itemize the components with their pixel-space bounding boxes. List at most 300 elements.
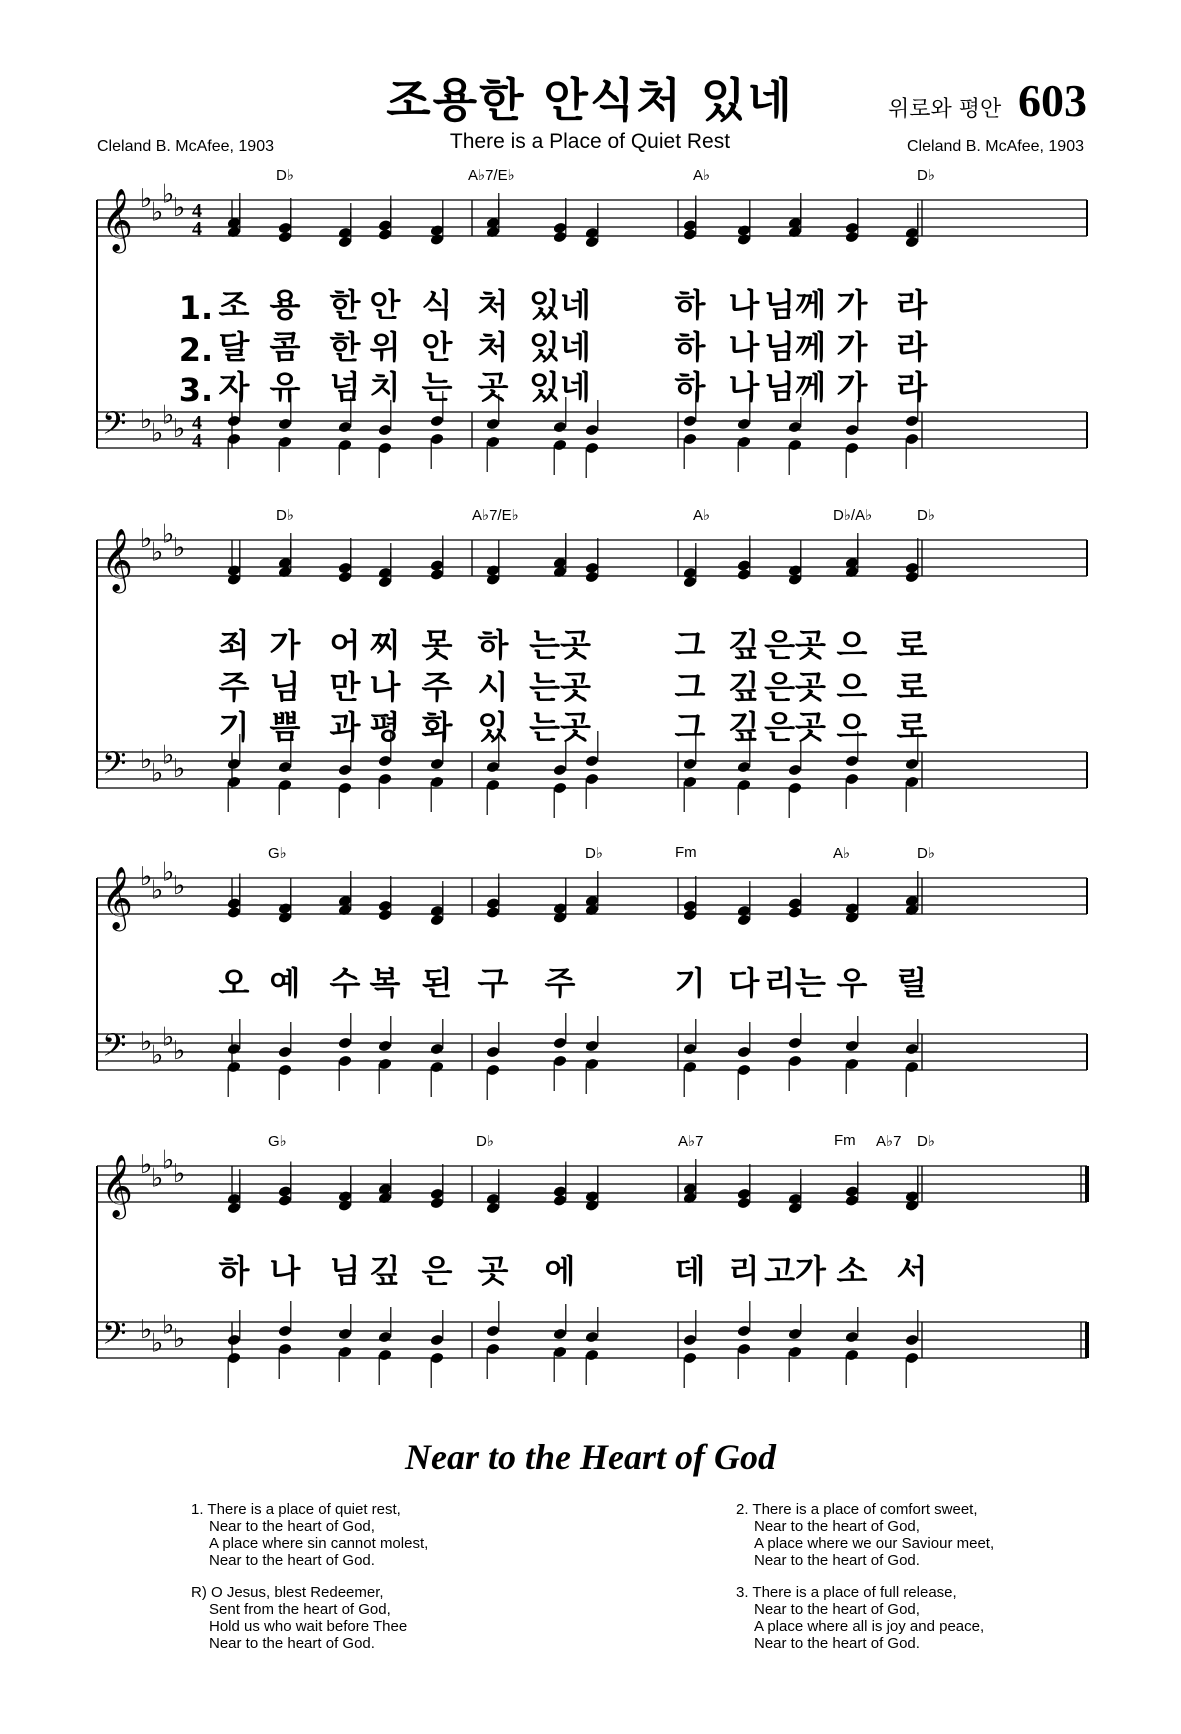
note-head (378, 1331, 393, 1344)
lyric-syllable: 있네 (529, 328, 591, 366)
note-head (278, 779, 293, 792)
treble-staff (97, 520, 1087, 595)
chord-symbol: A♭7/E♭ (468, 167, 515, 184)
bass-clef-icon: 𝄢 (102, 745, 127, 789)
note-head (378, 424, 393, 437)
note-head (788, 1346, 803, 1359)
note-head (338, 764, 353, 777)
note-head (430, 1334, 445, 1347)
key-flat-icon: ♭ (151, 418, 164, 449)
note-head (845, 442, 860, 455)
note-head (338, 236, 353, 249)
english-line: Hold us who wait before Thee (209, 1618, 408, 1635)
key-flat-icon: ♭ (151, 537, 164, 568)
hymn-number: 603 (1018, 75, 1087, 126)
lyric-syllable: 라 (896, 286, 928, 324)
note-head (338, 782, 353, 795)
key-flat-icon: ♭ (162, 857, 175, 888)
note-head (737, 914, 752, 927)
key-flat-icon: ♭ (140, 184, 153, 214)
lyric-syllable: 로 (896, 708, 928, 746)
english-verse-1 (191, 1501, 428, 1569)
note-head (227, 433, 242, 446)
key-flat-icon: ♭ (173, 1036, 186, 1066)
lyric-syllable: 서 (896, 1252, 928, 1290)
note-head (683, 1061, 698, 1074)
lyric-syllable: 우 (836, 964, 868, 1002)
english-line: 2. There is a place of comfort sweet, (736, 1501, 978, 1518)
note-head (683, 1352, 698, 1365)
key-flat-icon: ♭ (162, 1022, 175, 1053)
note-head (905, 415, 920, 428)
hymn-title-english: There is a Place of Quiet Rest (449, 130, 731, 153)
lyric-syllable: 으 (836, 668, 868, 706)
note-head (737, 779, 752, 792)
english-refrain (191, 1584, 407, 1652)
note-head (845, 424, 860, 437)
note-head (788, 439, 803, 452)
lyric-syllable: 그 (674, 668, 706, 706)
note-head (486, 1064, 501, 1077)
lyric-syllable: 은 (421, 1252, 453, 1290)
lyric-syllable: 기 (674, 964, 706, 1002)
note-head (278, 231, 293, 244)
lyric-syllable: 기 (218, 708, 250, 746)
bass-staff (97, 1013, 1087, 1100)
note-head (585, 1058, 600, 1071)
note-head (845, 1058, 860, 1071)
note-head (585, 442, 600, 455)
lyric-syllable: 에 (544, 1252, 576, 1290)
note-head (845, 1194, 860, 1207)
lyric-syllable: 주 (421, 668, 453, 706)
chord-symbol: D♭ (276, 507, 294, 524)
lyric-syllable: 하 (674, 286, 706, 324)
note-head (737, 1343, 752, 1356)
note-head (278, 418, 293, 431)
lyric-syllable: 있 (477, 708, 509, 746)
note-head (788, 1328, 803, 1341)
chord-symbol: G♭ (268, 1133, 287, 1150)
note-head (486, 1046, 501, 1059)
key-flat-icon: ♭ (151, 1040, 164, 1071)
note-head (845, 1040, 860, 1053)
lyric-syllable: 안 (421, 328, 453, 366)
note-head (737, 1064, 752, 1077)
lyric-syllable: 는곳 (529, 668, 591, 706)
key-flat-icon: ♭ (173, 871, 186, 901)
key-flat-icon: ♭ (151, 758, 164, 789)
note-head (430, 1352, 445, 1365)
key-flat-icon: ♭ (162, 1145, 175, 1176)
lyric-syllable: 찌 (369, 626, 401, 664)
note-head (227, 1334, 242, 1347)
chord-symbol: D♭ (917, 845, 935, 862)
note-head (227, 1202, 242, 1215)
composer-credit: Cleland B. McAfee, 1903 (907, 138, 1084, 155)
note-head (905, 1334, 920, 1347)
lyric-syllable: 죄 (218, 626, 250, 664)
note-head (430, 415, 445, 428)
english-verse-2 (736, 1501, 994, 1569)
key-flat-icon: ♭ (162, 740, 175, 771)
english-line: A place where we our Saviour meet, (754, 1535, 995, 1552)
key-flat-icon: ♭ (162, 179, 175, 210)
lyric-syllable: 하 (477, 626, 509, 664)
key-flat-icon: ♭ (140, 405, 153, 435)
lyric-syllable: 자 (218, 368, 250, 406)
note-head (788, 1055, 803, 1068)
lyric-syllable: 님께 (764, 368, 826, 406)
lyric-syllable: 평 (369, 708, 401, 746)
key-flat-icon: ♭ (173, 414, 186, 444)
chord-symbol: A♭ (833, 845, 851, 862)
bass-clef-icon: 𝄢 (102, 1027, 127, 1071)
note-head (553, 1346, 568, 1359)
note-head (430, 233, 445, 246)
time-signature-icon: 4 (192, 430, 202, 452)
lyric-syllable: 처 (477, 286, 509, 324)
lyric-syllable: 주 (218, 668, 250, 706)
lyric-syllable: 나 (369, 668, 401, 706)
note-head (338, 439, 353, 452)
note-head (845, 755, 860, 768)
english-line: Sent from the heart of God, (209, 1601, 391, 1618)
note-head (378, 1058, 393, 1071)
verse-number: 1. (178, 289, 214, 327)
note-head (788, 573, 803, 586)
treble-clef-icon: 𝄞 (101, 866, 133, 929)
english-line: 3. There is a place of full release, (736, 1584, 957, 1601)
note-head (338, 571, 353, 584)
note-head (278, 1194, 293, 1207)
chord-symbol: D♭/A♭ (833, 507, 873, 524)
note-head (486, 779, 501, 792)
note-head (683, 1043, 698, 1056)
note-head (585, 571, 600, 584)
note-head (378, 773, 393, 786)
lyric-syllable: 하 (218, 1252, 250, 1290)
note-head (683, 228, 698, 241)
note-head (683, 758, 698, 771)
lyric-syllable: 콤 (269, 328, 301, 366)
note-head (553, 782, 568, 795)
lyric-syllable: 깊 (728, 668, 760, 706)
note-head (788, 764, 803, 777)
note-head (585, 1331, 600, 1344)
note-head (788, 1037, 803, 1050)
note-head (788, 782, 803, 795)
note-head (905, 236, 920, 249)
english-line: Near to the heart of God. (209, 1552, 375, 1569)
key-flat-icon: ♭ (173, 193, 186, 223)
note-head (278, 436, 293, 449)
bass-clef-icon: 𝄢 (102, 405, 127, 449)
lyric-syllable: 시 (477, 668, 509, 706)
chord-symbol: D♭ (917, 1133, 935, 1150)
lyric-syllable: 가 (269, 626, 301, 664)
lyric-syllable: 님께 (764, 328, 826, 366)
lyric-syllable: 고가 (764, 1252, 826, 1290)
lyric-syllable: 는곳 (529, 626, 591, 664)
note-head (788, 421, 803, 434)
note-head (905, 1199, 920, 1212)
note-head (737, 1197, 752, 1210)
note-head (585, 1040, 600, 1053)
note-head (227, 573, 242, 586)
note-head (378, 755, 393, 768)
lyric-syllable: 은곳 (764, 626, 826, 664)
lyric-syllable: 릴 (896, 964, 928, 1002)
chord-symbol: A♭7/E♭ (472, 507, 519, 524)
english-line: Near to the heart of God, (754, 1518, 920, 1535)
note-head (553, 1194, 568, 1207)
treble-clef-icon: 𝄞 (101, 1154, 133, 1217)
lyric-syllable: 주 (544, 964, 576, 1002)
lyric-syllable: 된 (421, 964, 453, 1002)
note-head (486, 573, 501, 586)
lyric-syllable: 님 (329, 1252, 361, 1290)
lyric-syllable: 라 (896, 368, 928, 406)
lyric-syllable: 화 (421, 708, 453, 746)
english-line: Near to the heart of God. (209, 1635, 375, 1652)
note-head (227, 1352, 242, 1365)
lyric-syllable: 오 (218, 964, 250, 1002)
lyric-syllable: 님 (269, 668, 301, 706)
note-head (378, 1349, 393, 1362)
note-head (905, 1043, 920, 1056)
english-line: A place where all is joy and peace, (754, 1618, 985, 1635)
note-head (683, 415, 698, 428)
hymn-category: 위로와 평안 (888, 97, 1002, 122)
key-flat-icon: ♭ (140, 524, 153, 554)
note-head (585, 1199, 600, 1212)
verse-number: 3. (178, 371, 214, 409)
note-head (486, 1325, 501, 1338)
english-line: Near to the heart of God. (754, 1635, 920, 1652)
key-flat-icon: ♭ (140, 1315, 153, 1345)
key-flat-icon: ♭ (151, 1163, 164, 1194)
note-head (737, 1046, 752, 1059)
treble-clef-icon: 𝄞 (101, 188, 133, 251)
note-head (553, 421, 568, 434)
treble-staff (97, 858, 1087, 933)
chord-symbol: D♭ (585, 845, 603, 862)
note-head (845, 1349, 860, 1362)
lyric-syllable: 안 (369, 286, 401, 324)
note-head (338, 1199, 353, 1212)
key-flat-icon: ♭ (162, 1310, 175, 1341)
lyric-syllable: 한 (329, 328, 361, 366)
treble-staff (97, 1146, 1087, 1221)
treble-clef-icon: 𝄞 (101, 528, 133, 591)
note-head (486, 418, 501, 431)
note-head (278, 1325, 293, 1338)
lyric-syllable: 다 (728, 964, 760, 1002)
chord-symbol: A♭7 (678, 1133, 704, 1150)
key-flat-icon: ♭ (151, 197, 164, 228)
note-head (905, 1352, 920, 1365)
time-signature-icon: 4 (192, 200, 202, 222)
lyric-syllable: 가 (836, 286, 868, 324)
lyric-syllable: 로 (896, 626, 928, 664)
chord-symbol: D♭ (917, 507, 935, 524)
lyric-syllable: 라 (896, 328, 928, 366)
note-head (227, 906, 242, 919)
note-head (338, 421, 353, 434)
lyric-syllable: 은곳 (764, 668, 826, 706)
note-head (227, 758, 242, 771)
note-head (278, 1064, 293, 1077)
note-head (430, 758, 445, 771)
english-line: Near to the heart of God. (754, 1552, 920, 1569)
note-head (737, 568, 752, 581)
english-verse-3 (736, 1584, 984, 1652)
note-head (486, 1202, 501, 1215)
note-head (430, 776, 445, 789)
english-title: Near to the Heart of God (405, 1437, 776, 1477)
english-line: Near to the heart of God, (754, 1601, 920, 1618)
chord-symbol: D♭ (917, 167, 935, 184)
key-flat-icon: ♭ (151, 875, 164, 906)
lyric-syllable: 곳 (477, 1252, 509, 1290)
chord-symbol: A♭ (693, 167, 711, 184)
lyric-syllable: 구 (477, 964, 509, 1002)
note-head (553, 1055, 568, 1068)
note-head (737, 761, 752, 774)
time-signature-icon: 4 (192, 218, 202, 240)
bass-clef-icon: 𝄢 (102, 1315, 127, 1359)
chord-symbol: D♭ (276, 167, 294, 184)
lyric-syllable: 소 (836, 1252, 868, 1290)
lyric-syllable: 깊 (728, 708, 760, 746)
time-signature-icon: 4 (192, 412, 202, 434)
lyric-syllable: 나 (728, 368, 760, 406)
chord-symbol: Fm (834, 1132, 856, 1149)
note-head (278, 761, 293, 774)
note-head (338, 1037, 353, 1050)
note-head (683, 1334, 698, 1347)
chord-symbol: Fm (675, 844, 697, 861)
note-head (788, 1202, 803, 1215)
lyric-syllable: 어 (329, 626, 361, 664)
note-head (845, 1331, 860, 1344)
note-head (338, 1346, 353, 1359)
note-head (905, 758, 920, 771)
note-head (585, 773, 600, 786)
lyric-syllable: 복 (369, 964, 401, 1002)
lyric-syllable: 님께 (764, 286, 826, 324)
lyric-syllable: 용 (269, 286, 301, 324)
note-head (737, 1325, 752, 1338)
note-head (845, 773, 860, 786)
note-head (553, 439, 568, 452)
note-head (430, 914, 445, 927)
key-flat-icon: ♭ (140, 862, 153, 892)
note-head (845, 911, 860, 924)
lyric-syllable: 있네 (529, 286, 591, 324)
note-head (553, 1037, 568, 1050)
key-flat-icon: ♭ (140, 1027, 153, 1057)
chord-symbol: A♭ (693, 507, 711, 524)
lyric-syllable: 깊 (369, 1252, 401, 1290)
lyric-syllable: 리 (728, 1252, 760, 1290)
key-flat-icon: ♭ (173, 1324, 186, 1354)
english-line: 1. There is a place of quiet rest, (191, 1501, 401, 1518)
key-flat-icon: ♭ (173, 754, 186, 784)
note-head (430, 568, 445, 581)
note-head (737, 233, 752, 246)
lyric-syllable: 가 (836, 368, 868, 406)
chord-symbol: G♭ (268, 845, 287, 862)
note-head (788, 906, 803, 919)
note-head (737, 436, 752, 449)
note-head (430, 1197, 445, 1210)
lyric-syllable: 한 (329, 286, 361, 324)
lyric-syllable: 깊 (728, 626, 760, 664)
note-head (486, 906, 501, 919)
treble-staff (97, 180, 1087, 255)
note-head (378, 576, 393, 589)
note-head (486, 436, 501, 449)
note-head (378, 1040, 393, 1053)
lyric-syllable: 달 (218, 328, 250, 366)
note-head (553, 1328, 568, 1341)
lyric-syllable: 있네 (529, 368, 591, 406)
bass-staff (97, 1301, 1087, 1388)
note-head (278, 1046, 293, 1059)
english-line: Near to the heart of God, (209, 1518, 375, 1535)
lyric-syllable: 예 (269, 964, 301, 1002)
lyric-syllable: 그 (674, 626, 706, 664)
lyric-syllable: 조 (218, 286, 250, 324)
key-flat-icon: ♭ (162, 400, 175, 431)
note-head (683, 576, 698, 589)
lyric-syllable: 처 (477, 328, 509, 366)
note-head (278, 911, 293, 924)
lyric-syllable: 위 (369, 328, 401, 366)
note-head (430, 433, 445, 446)
lyric-syllable: 은곳 (764, 708, 826, 746)
lyric-syllable: 는 (421, 368, 453, 406)
lyric-syllable: 과 (329, 708, 361, 746)
note-head (585, 236, 600, 249)
lyric-syllable: 만 (329, 668, 361, 706)
note-head (845, 231, 860, 244)
lyric-syllable: 나 (269, 1252, 301, 1290)
note-head (227, 1043, 242, 1056)
english-line: R) O Jesus, blest Redeemer, (191, 1584, 384, 1601)
lyric-syllable: 유 (269, 368, 301, 406)
lyric-syllable: 으 (836, 626, 868, 664)
note-head (227, 415, 242, 428)
lyric-syllable: 나 (728, 328, 760, 366)
note-head (338, 1055, 353, 1068)
note-head (227, 776, 242, 789)
note-head (585, 424, 600, 437)
lyric-syllable: 으 (836, 708, 868, 746)
note-head (486, 1343, 501, 1356)
note-head (378, 228, 393, 241)
key-flat-icon: ♭ (151, 1328, 164, 1359)
lyric-syllable: 가 (836, 328, 868, 366)
lyric-syllable: 리는 (764, 964, 826, 1002)
note-head (905, 776, 920, 789)
note-head (585, 755, 600, 768)
key-flat-icon: ♭ (162, 519, 175, 550)
english-line: A place where sin cannot molest, (209, 1535, 429, 1552)
chord-symbol: A♭7 (876, 1133, 902, 1150)
